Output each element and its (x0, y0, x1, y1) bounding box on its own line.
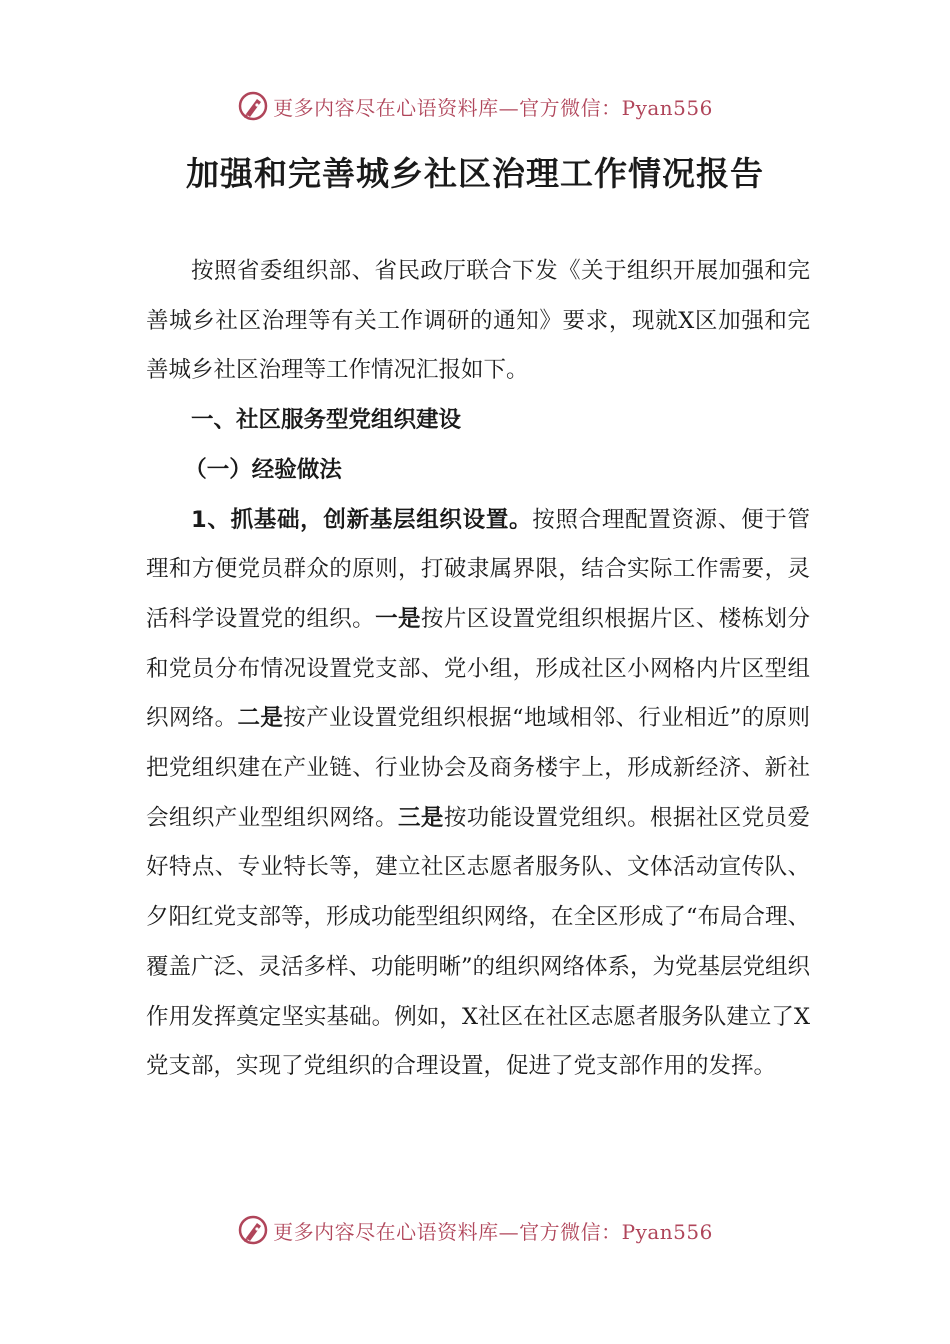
section-heading: 一、社区服务型党组织建设 (191, 407, 462, 434)
item-marker-3: 三是 (398, 804, 444, 831)
item-lead: 1、抓基础，创新基层组织设置。 (191, 506, 533, 533)
subsection-heading: （一）经验做法 (184, 456, 342, 483)
pen-nib-logo-icon (237, 90, 269, 122)
footer-banner-text: 更多内容尽在心语资料库—官方微信：Pyan556 (273, 1219, 713, 1244)
pen-nib-logo-icon (237, 1214, 269, 1246)
header-banner-text: 更多内容尽在心语资料库—官方微信：Pyan556 (273, 95, 713, 120)
item-text-c: 按产业设置党组织根据“地域相邻、行业相近”的原则把党组织建在产业链、行业协会及商务楼宇上，形成新经济、新社会组织产业型组织网络。 (146, 705, 810, 831)
footer-banner (0, 1210, 950, 1250)
item-text-d: 按功能设置党组织。根据社区党员爱好特点、专业特长等，建立社区志愿者服务队、文体活动宣传队、夕阳红党支部等，形成功能型组织网络，在全区形成了“布局合理、覆盖广泛、灵活多样、功能明晰”的组织网络体系，为党基层党组织作用发挥奠定坚实基础。例如，X社区在社区志愿者服务队建立了X党支部，实现了党组织的合理设置，促进了党支部作用的发挥。 (146, 804, 811, 1080)
item-text-b: 按片区设置党组织根据片区、楼栋划分和党员分布情况设置党支部、党小组，形成社区小网格内片区型组织网络。 (146, 605, 810, 732)
item-marker-1: 一是 (375, 605, 421, 632)
item-text-a: 按照合理配置资源、便于管理和方便党员群众的原则，打破隶属界限，结合实际工作需要，灵活科学设置党的组织。 (146, 506, 810, 632)
document-body (146, 247, 810, 1092)
item-marker-2: 二是 (237, 705, 284, 732)
header-banner (0, 86, 950, 126)
document-title: 加强和完善城乡社区治理工作情况报告 (186, 154, 764, 193)
item-paragraph (146, 496, 810, 1092)
intro-paragraph: 按照省委组织部、省民政厅联合下发《关于组织开展加强和完善城乡社区治理等有关工作调研的通知》要求，现就X区加强和完善城乡社区治理等工作情况汇报如下。 (146, 258, 810, 384)
